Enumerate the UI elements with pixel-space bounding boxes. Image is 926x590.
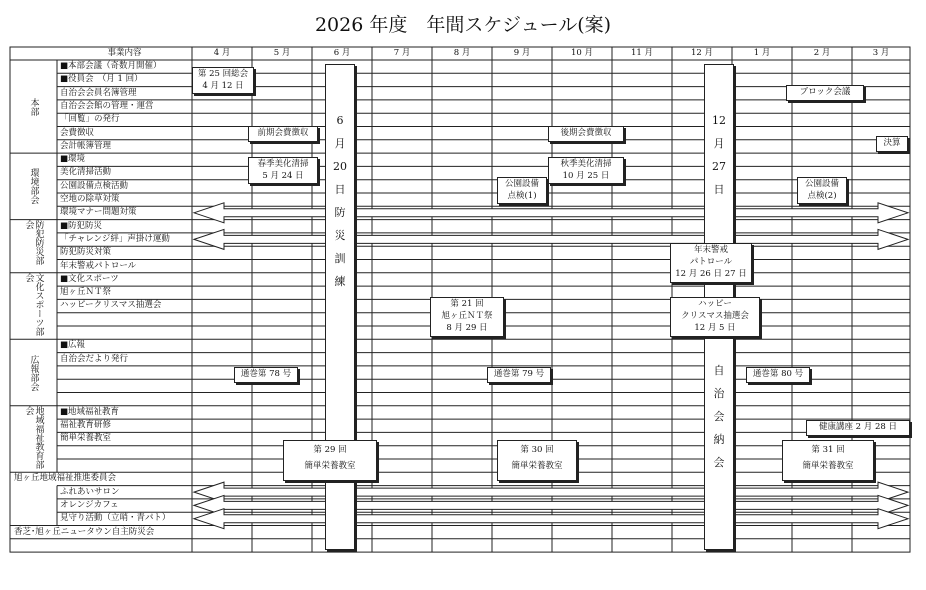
event-eiyo31: 第 31 回 簡単栄養教室 <box>782 440 874 481</box>
row-label: ■役員会 （月 1 回） <box>60 74 143 85</box>
bar-char: 練 <box>334 275 346 288</box>
bar-char: 訓 <box>334 252 346 265</box>
row-label: 自治会会館の管理・運営 <box>60 100 154 111</box>
bar-char: 6 <box>336 114 344 127</box>
header-month: 9 月 <box>513 48 531 58</box>
row-label: 福祉教育研修 <box>60 420 112 431</box>
event-tsukan80: 通巻第 80 号 <box>746 367 810 383</box>
row-label: 年末警戒パトロール <box>60 260 137 271</box>
bottom-row-label: 香芝･旭ヶ丘ニュータウン自主防災会 <box>14 526 155 537</box>
bar-char: 自 <box>713 364 725 377</box>
bar-char: 月 <box>334 137 346 150</box>
header-month: 5 月 <box>273 48 291 58</box>
event-eiyo29: 第 29 回 簡単栄養教室 <box>283 440 377 481</box>
row-label: 「チャレンジ絆」声掛け運動 <box>60 233 170 244</box>
bar-char: 災 <box>334 229 346 242</box>
event-park2: 公園設備 点検(2) <box>797 177 847 204</box>
section-label-bohan: 防犯防災部会 <box>23 219 44 265</box>
event-kouki: 後期会費徴収 <box>548 126 624 142</box>
section-label-koho: 広報部会 <box>28 354 39 391</box>
committee-row-label: オレンジカフェ <box>60 499 119 510</box>
row-label: ■防犯防災 <box>60 220 103 231</box>
header-item-column: 事業内容 <box>107 48 142 58</box>
header-month: 6 月 <box>333 48 351 58</box>
event-tsukan79: 通巻第 79 号 <box>487 367 551 383</box>
bar-char: 月 <box>713 137 725 150</box>
row-label: 会計帳簿管理 <box>60 140 112 151</box>
header-month: 2 月 <box>813 48 831 58</box>
row-label: 防犯防災対策 <box>60 247 112 258</box>
event-spring: 春季美化清掃 5 月 24 日 <box>248 157 318 184</box>
event-block-meeting: ブロック会議 <box>786 85 864 101</box>
event-patrol: 年末警戒 パトロール 12 月 26 日 27 日 <box>670 243 752 283</box>
bar-char: 納 <box>713 433 725 446</box>
bar-char: 20 <box>333 160 347 173</box>
header-month: 12 月 <box>690 48 714 58</box>
event-tsukan78: 通巻第 78 号 <box>234 367 298 383</box>
bar-char: 12 <box>712 114 726 127</box>
row-label: 会費徴収 <box>60 127 95 138</box>
row-label: 公園設備点検活動 <box>60 180 129 191</box>
row-label: ■地域福祉教育 <box>60 406 120 417</box>
row-label: 自治会だより発行 <box>60 353 129 364</box>
row-label: ■広報 <box>60 340 86 351</box>
row-label: ハッピークリスマス抽選会 <box>60 300 162 311</box>
event-kenko: 健康講座 2 月 28 日 <box>806 420 910 436</box>
row-label: ■環境 <box>60 154 86 165</box>
bar-char: 27 <box>712 160 726 173</box>
section-label-honbu: 本部 <box>28 97 39 116</box>
event-eiyo30: 第 30 回 簡単栄養教室 <box>497 440 577 481</box>
row-label: 美化清掃活動 <box>60 167 112 178</box>
row-label: 環境マナー問題対策 <box>60 207 137 218</box>
section-label-kankyo: 環境部会 <box>28 168 39 205</box>
event-zenki: 前期会費徴収 <box>248 126 318 142</box>
row-label: 自治会会員名簿管理 <box>60 87 137 98</box>
event-autumn: 秋季美化清掃 10 月 25 日 <box>548 157 624 184</box>
row-label: 簡単栄養教室 <box>60 433 112 444</box>
committee-row-label: ふれあいサロン <box>60 486 120 497</box>
row-label: 旭ヶ丘ＮＴ祭 <box>60 287 112 298</box>
committee-row-label: 見守り活動（立哨・青パト） <box>60 513 171 524</box>
header-month: 7 月 <box>393 48 411 58</box>
bar-char: 日 <box>713 183 725 196</box>
header-month: 4 月 <box>213 48 231 58</box>
committee-row-label: 旭ヶ丘地域福祉推進委員会 <box>14 473 117 484</box>
bar-char: 会 <box>713 456 725 469</box>
header-month: 1 月 <box>753 48 771 58</box>
event-ntfest: 第 21 回 旭ヶ丘ＮＴ祭 8 月 29 日 <box>430 297 504 337</box>
header-month: 11 月 <box>630 48 654 58</box>
page-title: 2026 年度 年間スケジュール(案) <box>314 14 612 36</box>
bar-char: 日 <box>334 183 346 196</box>
bar-char: 防 <box>334 206 346 219</box>
row-label: ■本部会議（奇数月開催） <box>60 61 162 71</box>
section-label-bunka: 文化スポーツ部会 <box>23 272 44 336</box>
header-month: 3 月 <box>872 48 890 58</box>
event-park1: 公園設備 点検(1) <box>497 177 547 204</box>
row-label: ■文化スポーツ <box>60 273 119 284</box>
header-month: 8 月 <box>453 48 471 58</box>
header-month: 10 月 <box>570 48 594 58</box>
row-label: 「回覧」の発行 <box>60 114 120 125</box>
bar-char: 治 <box>713 387 725 400</box>
event-kessan: 決算 <box>876 136 908 152</box>
section-label-chiiki: 地域福祉教育部会 <box>23 405 44 469</box>
event-xmas: ハッピー クリスマス抽選会 12 月 5 日 <box>670 297 760 337</box>
event-soukai: 第 25 回総会 4 月 12 日 <box>192 67 254 94</box>
row-label: 空地の除草対策 <box>60 194 120 204</box>
bar-char: 会 <box>713 410 725 423</box>
